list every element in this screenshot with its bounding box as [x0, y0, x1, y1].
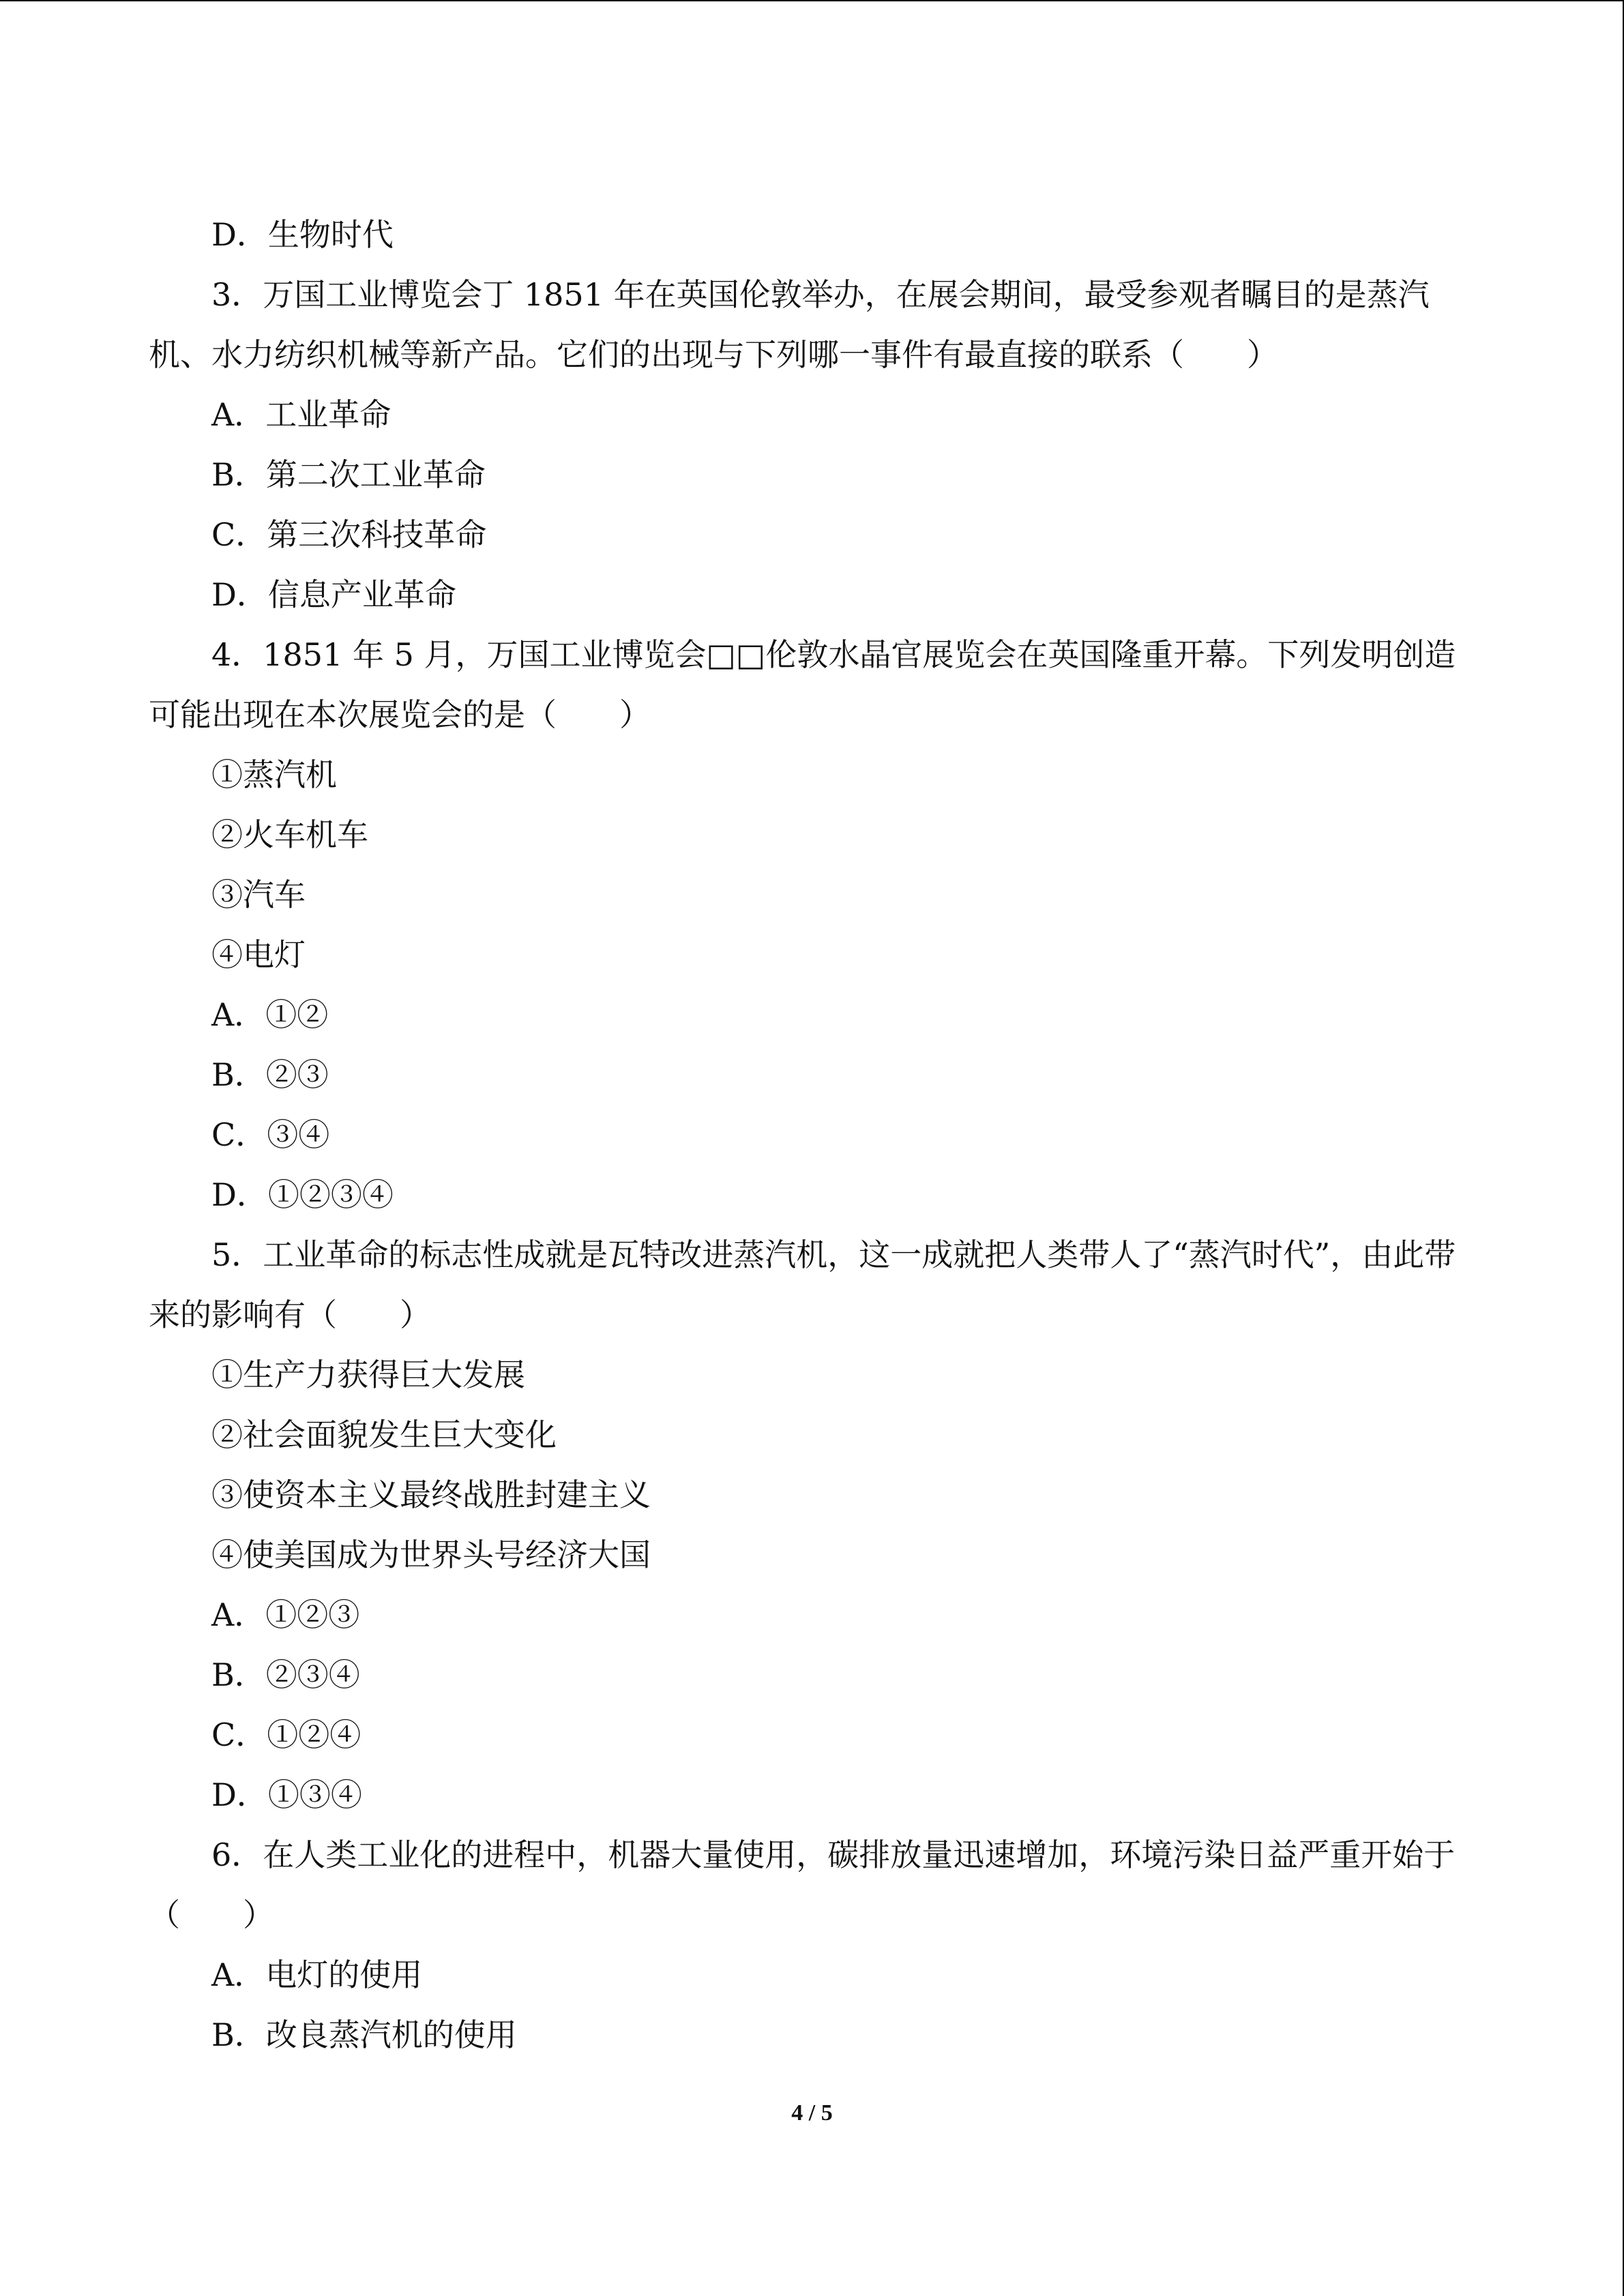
q3-option-c: C．第三次科技革命: [211, 516, 487, 553]
q5-item-1: ①生产力获得巨大发展: [211, 1356, 525, 1393]
q5-option-b: B．②③④: [211, 1656, 360, 1693]
q3-option-a: A．工业革命: [211, 396, 392, 433]
q4-item-2: ②火车机车: [211, 816, 368, 853]
q4-item-1: ①蒸汽机: [211, 756, 337, 793]
q4-item-4: ④电灯: [211, 936, 306, 973]
q6-stem: 6．在人类工业化的进程中，机器大量使用，碳排放量迅速增加，环境污染日益严重开始于（ ）: [149, 1836, 1456, 1933]
q5-item-3: ③使资本主义最终战胜封建主义: [211, 1476, 651, 1513]
q5-option-a: A．①②③: [211, 1596, 360, 1633]
q4-item-3: ③汽车: [211, 876, 306, 913]
q6-option-a: A．电灯的使用: [211, 1956, 423, 1993]
q4-option-d: D．①②③④: [211, 1176, 394, 1213]
page-number: 4 / 5: [791, 2100, 833, 2126]
q4-stem: 4．1851 年 5 月，万国工业博览会□□伦敦水晶官展览会在英国隆重开幕。下列发明创造可能出现在本次展览会的是（ ）: [149, 636, 1456, 733]
q5-option-d: D．①③④: [211, 1776, 362, 1813]
q3-stem: 3．万国工业博览会丁 1851 年在英国伦敦举办，在展会期间，最受参观者瞩目的是蒸汽机、水力纺织机械等新产品。它们的出现与下列哪一事件有最直接的联系（ ）: [149, 276, 1430, 373]
q5-stem: 5．工业革命的标志性成就是瓦特改进蒸汽机，这一成就把人类带人了“蒸汽时代”，由此带来的影响有（ ）: [149, 1236, 1456, 1333]
q6-option-b: B．改良蒸汽机的使用: [211, 2016, 517, 2053]
q4-option-b: B．②③: [211, 1056, 329, 1093]
q4-option-c: C．③④: [211, 1116, 330, 1153]
q5-item-2: ②社会面貌发生巨大变化: [211, 1416, 557, 1453]
q5-item-4: ④使美国成为世界头号经济大国: [211, 1536, 651, 1573]
q3-option-b: B．第二次工业革命: [211, 456, 486, 493]
document-body: [149, 205, 1472, 2065]
q5-option-c: C．①②④: [211, 1716, 361, 1753]
q3-option-d: D．信息产业革命: [211, 576, 456, 613]
q4-option-a: A．①②: [211, 996, 329, 1033]
q2-option-d: D．生物时代: [211, 216, 394, 253]
